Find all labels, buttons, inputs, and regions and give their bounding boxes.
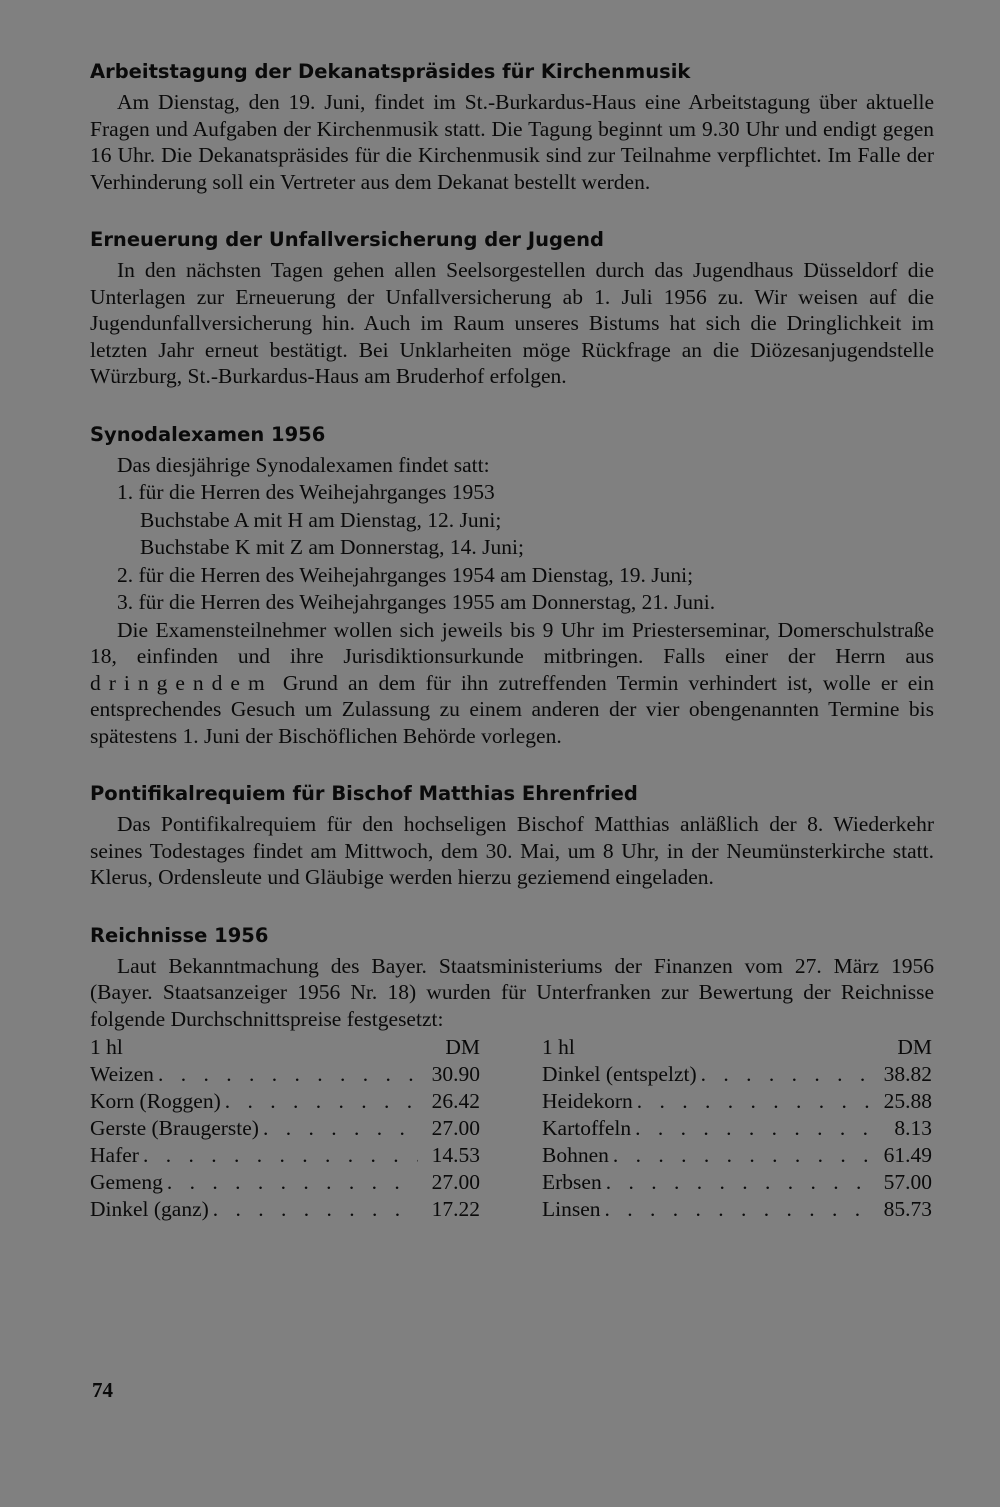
emphasized-word: dringendem	[90, 670, 273, 695]
table-row	[90, 1169, 480, 1196]
section-heading: Arbeitstagung der Dekanatspräsides für Kirchenmusik	[90, 60, 691, 83]
price-value: 17.22	[431, 1197, 480, 1221]
price-value: 27.00	[431, 1116, 480, 1140]
table-row	[90, 1196, 480, 1223]
section-kirchenmusik	[90, 58, 934, 195]
section-intro: Das diesjährige Synodalexamen findet satt:	[117, 452, 490, 477]
section-paragraph: Am Dienstag, den 19. Juni, findet im St.-Burkardus-Haus eine Arbeitstagung über aktuelle Fragen und Aufgaben der Kirchenmusik statt. Die Tagung beginnt um 9.30 Uhr und endigt gegen 16 Uhr. Die Dekanatspräsides für die Kirchenmusik sind zur Teilnahme verpflichtet. Im Falle der Verhinderung soll ein Vertreter aus dem Dekanat bestellt werden.	[90, 90, 934, 194]
price-item: Gemeng	[90, 1170, 163, 1194]
table-row	[542, 1142, 932, 1169]
price-item: Heidekorn	[542, 1089, 633, 1113]
list-item: Buchstabe A mit H am Dienstag, 12. Juni;	[140, 507, 502, 532]
paragraph-text: Grund an dem für ihn zutreffenden Termin verhindert ist, wolle er ein entsprechendes Gesuch um Zulassung zu einem anderen der vier obengenannten Termine bis spätestens 1. Juni der Bischöflichen Behörde vorlegen.	[90, 670, 935, 748]
section-paragraph: Laut Bekanntmachung des Bayer. Staatsministeriums der Finanzen vom 27. März 1956 (Bayer. Staatsanzeiger 1956 Nr. 18) wurden für Unterfranken zur Bewertung der Reichnisse folgende Durchschnittspreise festgesetzt:	[90, 953, 934, 1031]
price-item: Linsen	[542, 1197, 601, 1221]
paragraph-text: Die Examensteilnehmer wollen sich jeweils bis 9 Uhr im Priesterseminar, Domerschulstraße 18, einfinden und ihre Jurisdiktionsurkunde mitbringen. Falls einer der Herrn aus	[90, 617, 934, 668]
list-item: 2. für die Herren des Weihejahrganges 1954 am Dienstag, 19. Juni;	[117, 562, 694, 587]
price-value: 30.90	[431, 1062, 480, 1086]
section-heading: Pontifikalrequiem für Bischof Matthias Ehrenfried	[90, 782, 638, 805]
price-header	[90, 1034, 480, 1061]
price-value: 85.73	[883, 1197, 932, 1221]
section-paragraph: In den nächsten Tagen gehen allen Seelsorgestellen durch das Jugendhaus Düsseldorf die Unterlagen zur Erneuerung der Unfallversicherung ab 1. Juli 1956 zu. Wir weisen auf die Jugendunfallversicherung hin. Auch im Raum unseres Bistums hat sich die Dringlichkeit im letzten Jahr erneut bestätigt. Bei Unklarheiten möge Rückfrage an die Diözesanjugendstelle Würzburg, St.-Burkardus-Haus am Bruderhof erfolgen.	[90, 258, 934, 388]
price-item: Kartoffeln	[542, 1116, 632, 1140]
price-value: 26.42	[431, 1089, 480, 1113]
price-value: 8.13	[894, 1116, 932, 1140]
table-row	[90, 1115, 480, 1142]
section-pontifikalrequiem	[90, 780, 934, 891]
currency-label: DM	[897, 1035, 932, 1059]
price-item: Dinkel (ganz)	[90, 1197, 209, 1221]
price-header	[542, 1034, 932, 1061]
list-item: Buchstabe K mit Z am Donnerstag, 14. Juni;	[140, 535, 524, 559]
price-item: Korn (Roggen)	[90, 1089, 221, 1113]
section-reichnisse	[90, 922, 934, 1224]
price-item: Gerste (Braugerste)	[90, 1116, 259, 1140]
price-value: 14.53	[431, 1143, 480, 1167]
section-synodalexamen	[90, 421, 934, 750]
price-value: 61.49	[883, 1143, 932, 1167]
table-row	[542, 1115, 932, 1142]
price-column-right	[542, 1034, 932, 1223]
table-row	[542, 1061, 932, 1088]
unit-label: 1 hl	[90, 1035, 123, 1059]
list-item: 3. für die Herren des Weihejahrganges 1955 am Donnerstag, 21. Juni.	[117, 590, 716, 614]
list-item: 1. für die Herren des Weihejahrganges 1953	[117, 480, 495, 504]
price-value: 38.82	[883, 1062, 932, 1086]
section-heading: Synodalexamen 1956	[90, 422, 326, 446]
table-row	[90, 1061, 480, 1088]
section-heading: Erneuerung der Unfallversicherung der Jugend	[90, 228, 604, 251]
price-value: 25.88	[883, 1089, 932, 1113]
price-value: 27.00	[431, 1170, 480, 1194]
section-unfallversicherung	[90, 226, 934, 390]
table-row	[90, 1142, 480, 1169]
table-row	[542, 1169, 932, 1196]
section-paragraph	[90, 617, 934, 750]
price-item: Erbsen	[542, 1170, 602, 1194]
unit-label: 1 hl	[542, 1035, 575, 1059]
price-value: 57.00	[883, 1170, 932, 1194]
price-table	[90, 1034, 932, 1223]
price-item: Bohnen	[542, 1143, 609, 1167]
section-paragraph: Das Pontifikalrequiem für den hochseligen Bischof Matthias anläßlich der 8. Wiederkehr seines Todestages findet am Mittwoch, dem 30. Mai, um 8 Uhr, in der Neumünsterkirche statt. Klerus, Ordensleute und Gläubige werden hierzu geziemend eingeladen.	[90, 812, 934, 889]
page-number: 74	[92, 1378, 113, 1402]
price-item: Weizen	[90, 1062, 154, 1086]
table-row	[90, 1088, 480, 1115]
price-item: Dinkel (entspelzt)	[542, 1062, 697, 1086]
price-column-left	[90, 1034, 480, 1223]
price-item: Hafer	[90, 1143, 139, 1167]
section-heading: Reichnisse 1956	[90, 923, 269, 947]
currency-label: DM	[445, 1035, 480, 1059]
table-row	[542, 1196, 932, 1223]
table-row	[542, 1088, 932, 1115]
